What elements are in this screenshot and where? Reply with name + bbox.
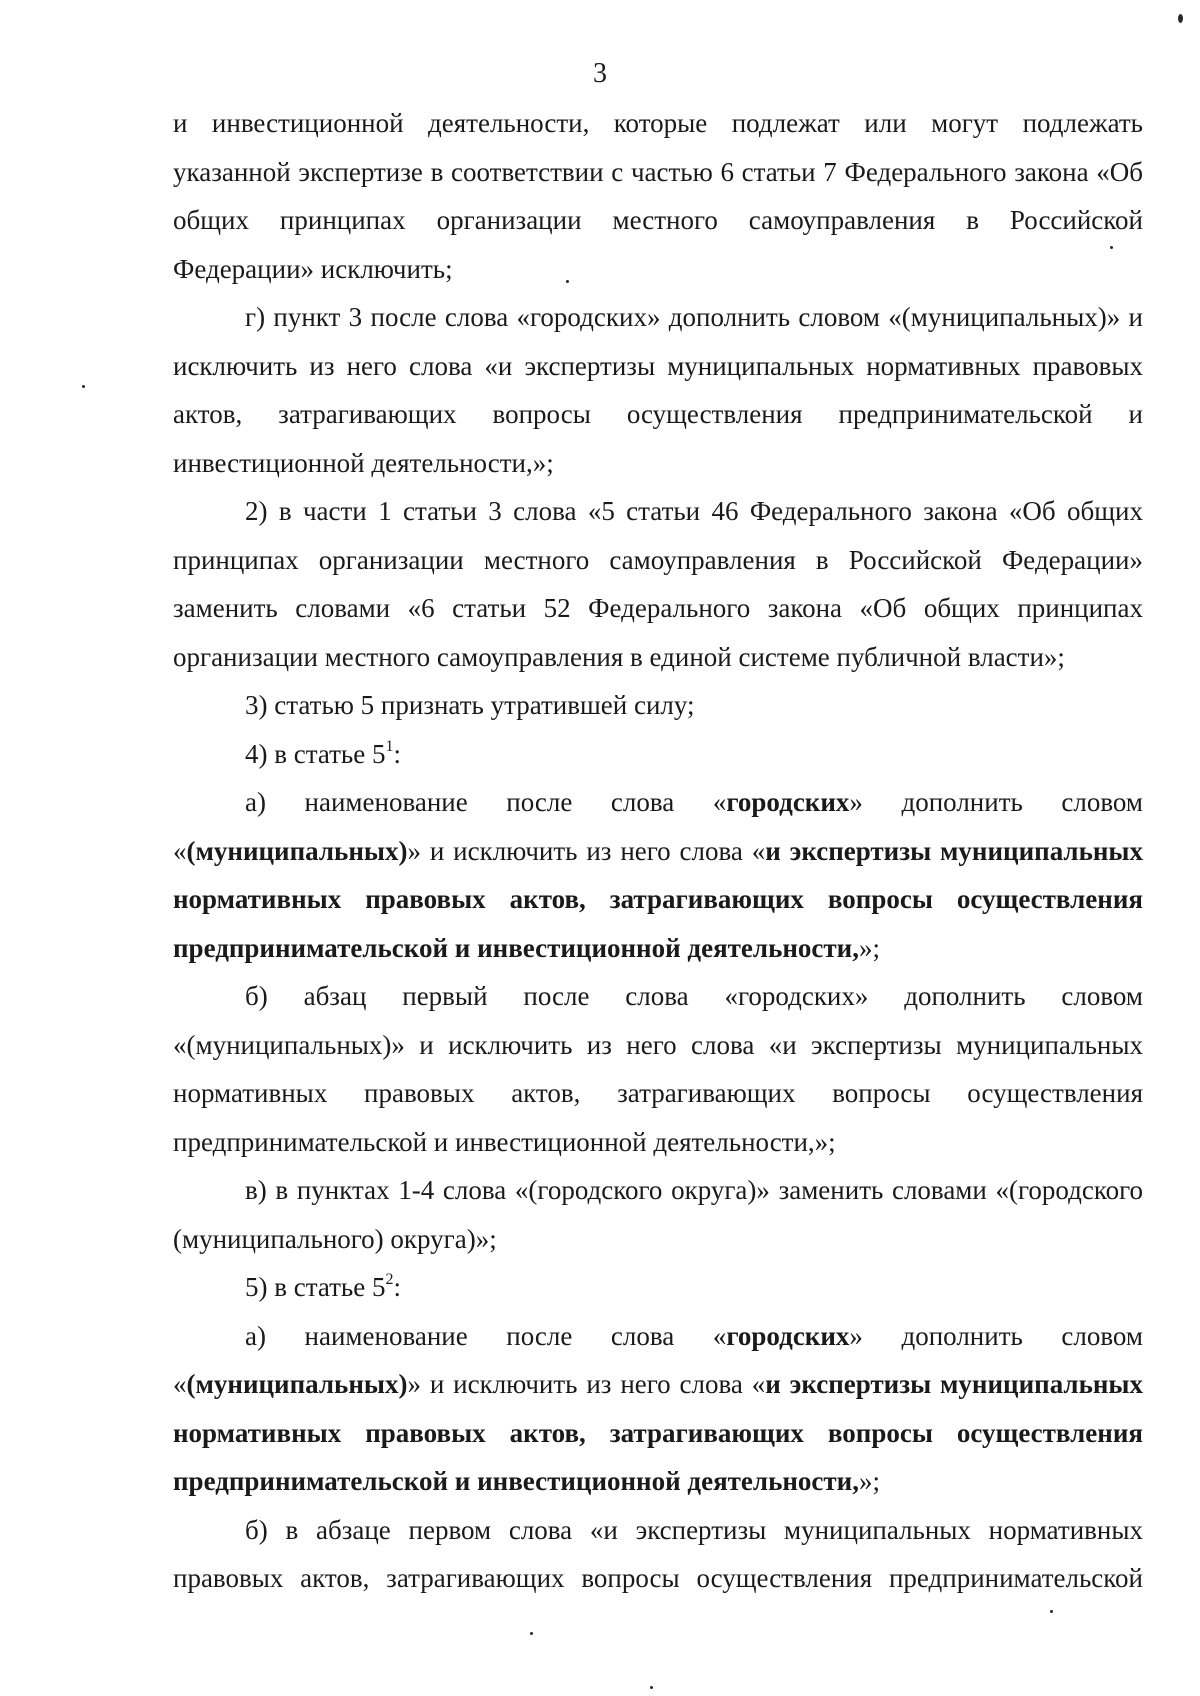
- text-fragment: :: [393, 738, 401, 769]
- paragraph-continuation: и инвестиционной деятельности, которые подлежат или могут подлежать указанной экспертизе в соответствии с частью 6 статьи 7 Федерального закона «Об общих принципах организации местного самоуправления в Российской Федерации» исключить;: [173, 108, 1143, 284]
- scan-speck: [1178, 14, 1183, 23]
- text-fragment: :: [393, 1272, 401, 1302]
- paragraph-item-5: [173, 1263, 1143, 1312]
- scan-speck: [82, 385, 85, 388]
- paragraph-item-4v: в) в пунктах 1-4 слова «(городского округа)» заменить словами «(городского (муниципального) округа)»;: [173, 1175, 1143, 1254]
- bold-fragment: городских: [726, 787, 850, 817]
- paragraph-item-g: г) пункт 3 после слова «городских» дополнить словом «(муниципальных)» и исключить из него слова «и экспертизы муниципальных нормативных правовых актов, затрагивающих вопросы осуществления предпринимательской и инвестиционной деятельности,»;: [173, 302, 1143, 478]
- scan-speck: [566, 280, 569, 283]
- page-number: 3: [593, 58, 607, 89]
- paragraph-item-2: 2) в части 1 статьи 3 слова «5 статьи 46 Федерального закона «Об общих принципах организации местного самоуправления в Российской Федерации» заменить словами «6 статьи 52 Федерального закона «Об общих принципах организации местного самоуправления в единой системе публичной власти»;: [173, 496, 1143, 672]
- paragraph-item-5b: б) в абзаце первом слова «и экспертизы муниципальных нормативных правовых актов, затрагивающих вопросы осуществления предпринимательской: [173, 1514, 1143, 1593]
- scan-speck: [650, 1686, 653, 1689]
- text-fragment: 4) в статье 5: [245, 738, 386, 769]
- superscript: 2: [385, 1271, 394, 1288]
- scan-speck: [1110, 246, 1113, 249]
- text-fragment: » и исключить из него слова «: [407, 1369, 766, 1399]
- text-fragment: » дополнить словом «: [173, 1320, 1143, 1399]
- text-fragment: » и исключить из него слова «: [407, 835, 766, 866]
- text-fragment: » дополнить словом «: [173, 787, 1143, 866]
- scan-speck: [530, 1632, 533, 1635]
- paragraph-item-3: 3) статью 5 признать утратившей силу;: [245, 690, 695, 720]
- text-fragment: »;: [858, 1466, 880, 1496]
- paragraph-item-5a: [173, 1312, 1143, 1506]
- bold-fragment: (муниципальных): [186, 1369, 408, 1399]
- document-body: [173, 99, 1143, 1603]
- text-fragment: »;: [858, 932, 880, 963]
- bold-fragment: городских: [726, 1320, 850, 1351]
- scan-speck: [1050, 1610, 1053, 1613]
- paragraph-item-4a: [173, 778, 1143, 972]
- paragraph-item-4: [173, 730, 1143, 779]
- text-fragment: а) наименование после слова «: [245, 787, 727, 817]
- superscript: 1: [385, 737, 394, 755]
- paragraph-item-4b: б) абзац первый после слова «городских» дополнить словом «(муниципальных)» и исключить из него слова «и экспертизы муниципальных нормативных правовых актов, затрагивающих вопросы осуществления предпринимательской и инвестиционной деятельности,»;: [173, 981, 1143, 1157]
- bold-fragment: (муниципальных): [186, 835, 408, 866]
- bold-fragment: и экспертизы муниципальных нормативных правовых актов, затрагивающих вопросы осуществления предпринимательской и инвестиционной деятельности,: [173, 1369, 1143, 1496]
- text-fragment: 5) в статье 5: [245, 1272, 386, 1302]
- bold-fragment: и экспертизы муниципальных нормативных правовых актов, затрагивающих вопросы осуществления предпринимательской и инвестиционной деятельности,: [173, 835, 1143, 963]
- text-fragment: а) наименование после слова «: [245, 1320, 727, 1351]
